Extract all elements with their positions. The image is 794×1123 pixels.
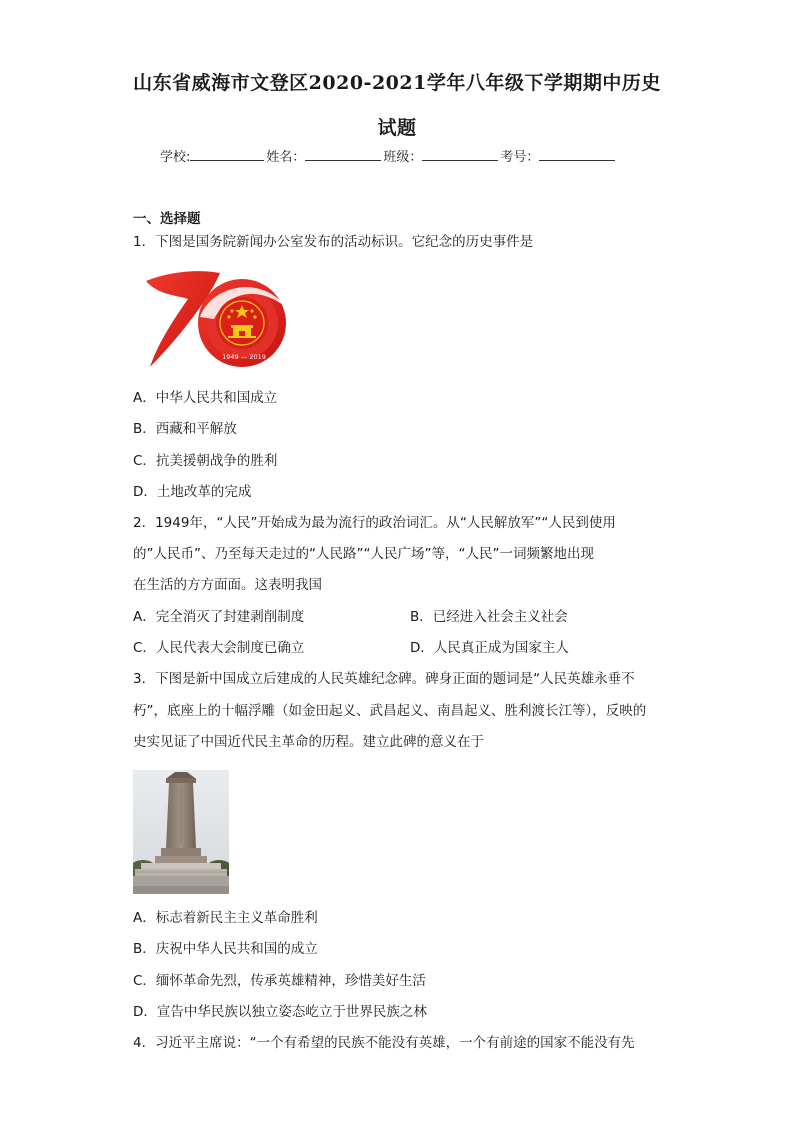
exam-title-continued: 试题 bbox=[377, 117, 417, 139]
70th-anniversary-logo-icon bbox=[140, 267, 288, 373]
class-blank[interactable] bbox=[422, 146, 498, 161]
question-2-option-c[interactable]: C．人民代表大会制度已确立 bbox=[133, 640, 305, 656]
student-info-row bbox=[160, 146, 617, 165]
school-blank[interactable] bbox=[190, 146, 264, 161]
question-3-stem-line-1: 3．下图是新中国成立后建成的人民英雄纪念碑。碑身正面的题词是“人民英雄永垂不 bbox=[133, 671, 635, 687]
question-1-option-a[interactable]: A．中华人民共和国成立 bbox=[133, 390, 278, 406]
question-3-stem-line-3: 史实见证了中国近代民主革命的历程。建立此碑的意义在于 bbox=[133, 734, 484, 750]
exam-title: 山东省威海市文登区2020-2021学年八年级下学期期中历史 bbox=[133, 72, 661, 94]
question-2-option-a[interactable]: A．完全消灭了封建剥削制度 bbox=[133, 609, 305, 625]
question-2-option-b[interactable]: B．已经进入社会主义社会 bbox=[410, 609, 568, 625]
school-label: 学校: bbox=[160, 150, 191, 165]
question-2-stem-line-3: 在生活的方方面面。这表明我国 bbox=[133, 577, 322, 593]
class-label: 班级： bbox=[383, 150, 423, 165]
question-1-stem: 1．下图是国务院新闻办公室发布的活动标识。它纪念的历史事件是 bbox=[133, 234, 534, 250]
question-2-option-d[interactable]: D．人民真正成为国家主人 bbox=[410, 640, 569, 656]
question-4-stem-line-1: 4．习近平主席说：“一个有希望的民族不能没有英雄，一个有前途的国家不能没有先 bbox=[133, 1035, 635, 1051]
question-3-option-c[interactable]: C．缅怀革命先烈，传承英雄精神，珍惜美好生活 bbox=[133, 973, 426, 989]
question-3-option-d[interactable]: D．宣告中华民族以独立姿态屹立于世界民族之林 bbox=[133, 1004, 427, 1020]
question-3-option-b[interactable]: B．庆祝中华人民共和国的成立 bbox=[133, 941, 318, 957]
question-1-option-d[interactable]: D．土地改革的完成 bbox=[133, 484, 252, 500]
question-3-option-a[interactable]: A．标志着新民主主义革命胜利 bbox=[133, 910, 318, 926]
name-label: 姓名： bbox=[266, 150, 306, 165]
question-2-stem-line-2: 的”人民币”、乃至每天走过的“人民路”“人民广场”等，“人民”一词频繁地出现 bbox=[133, 546, 594, 562]
question-3-stem-line-2: 朽”，底座上的十幅浮雕（如金田起义、武昌起义、南昌起义、胜利渡长江等），反映的 bbox=[133, 703, 647, 719]
name-blank[interactable] bbox=[305, 146, 381, 161]
question-1-option-b[interactable]: B．西藏和平解放 bbox=[133, 421, 237, 437]
monument-photo-icon bbox=[133, 770, 229, 894]
logo-year-caption: 1949 — 2019 bbox=[222, 353, 266, 361]
exam-number-label: 考号： bbox=[500, 150, 540, 165]
question-1-option-c[interactable]: C．抗美援朝战争的胜利 bbox=[133, 453, 278, 469]
section-heading: 一、选择题 bbox=[133, 211, 201, 227]
exam-number-blank[interactable] bbox=[539, 146, 615, 161]
question-2-stem-line-1: 2．1949年，“人民”开始成为最为流行的政治词汇。从“人民解放军”“人民到使用 bbox=[133, 515, 616, 531]
